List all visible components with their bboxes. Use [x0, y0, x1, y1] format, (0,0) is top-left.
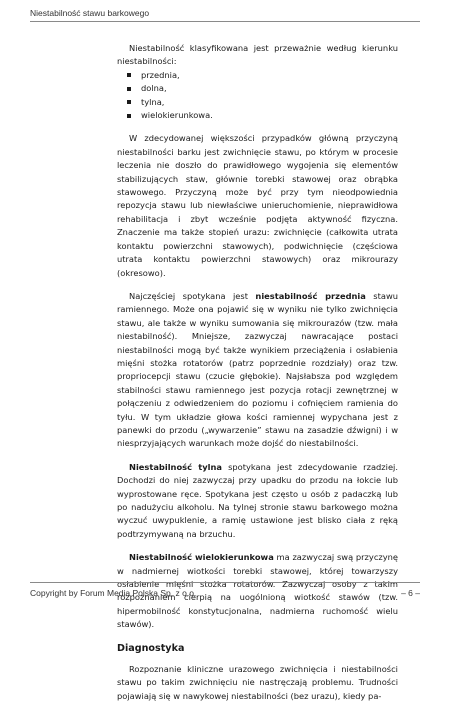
- multidirectional-instability-paragraph: Niestabilność wielokierunkowa ma zazwyczaj swą przyczynę w nadmiernej wiotkości torebki stawowej, której towarzyszy osłabienie mięśni stożka rotatorów. Zazwyczaj osoby z takim rozpoznaniem cierpią na uogólnioną wiotkość stawów (tzw. hipermobilność konstytucjonalna, nadmierna ruchomość wielu stawów).: [117, 552, 399, 630]
- footer-copyright: Copyright by Forum Media Polska Sp. z o.o.: [30, 588, 197, 598]
- instability-type-list: [117, 69, 398, 123]
- anterior-term: niestabilność przednia: [255, 290, 366, 301]
- document-body: [117, 42, 398, 713]
- list-item: dolna,: [127, 82, 398, 95]
- posterior-instability-paragraph: Niestabilność tylna spotykana jest zdecydowanie rzadziej. Dochodzi do niej zazwyczaj przy upadku do przodu na łokcie lub wyprostowane ręce. Spotykana jest często u osób z padaczką lub po nadużyciu alkoholu. Na tylnej stronie stawu barkowego można wyczuć uwypuklenie, a ramię ustawione jest blisko ciała z ręką podtrzymywaną na brzuchu.: [117, 461, 398, 539]
- footer-rule: [30, 582, 420, 583]
- running-header: Niestabilność stawu barkowego: [30, 8, 150, 18]
- list-item: przednia,: [127, 69, 398, 82]
- list-item: wielokierunkowa.: [127, 109, 398, 122]
- list-item: tylna,: [127, 96, 398, 109]
- anterior-instability-paragraph: Najczęściej spotykana jest niestabilność przednia stawu ramiennego. Może ona pojawić się w wyniku nie tylko zwichnięcia stawu, ale także w wyniku sumowania się mikrourazów (tzw. mała niestabilność). Mniejsze, zazwyczaj nawracające postaci niestabilności mogą być także wynikiem przeciążenia i osłabienia mięśni stożka rotatorów (patrz poprzednie rozdziały) oraz tzw. propriocepcji stawu (czucie głębokie). Najsłabsza pod względem stabilności stawu ramiennego jest pozycja rotacji zewnętrznej w połączeniu z odwiedzeniem do poziomu i cofnięciem ramienia do tyłu. W tym układzie głowa kości ramiennej wypychana jest z panewki do przodu („wywarzenie” stawu na zasadzie dźwigni) i w niesprzyjających warunkach może dojść do niestabilności.: [117, 290, 398, 449]
- header-rule: [30, 21, 420, 22]
- page-number: – 6 –: [401, 588, 420, 598]
- causes-paragraph: W zdecydowanej większości przypadków główną przyczyną niestabilności barku jest zwichnięcie stawu, po którym w procesie leczenia nie doszło do prawidłowego wygojenia się elementów stabilizujących staw, głównie torebki stawowej oraz obrąbka stawowego. Przyczyną może być przy tym nieodpowiednia repozycja stawu lub niewłaściwe unieruchomienie, nieprawidłowa rehabilitacja i zbyt wcześnie podjęta aktywność fizyczna. Znaczenie ma także stopień urazu: zwichnięcie (całkowita utrata kontaktu powierzchni stawowych), podwichnięcie (częściowa utrata kontaktu powierzchni stawowych) oraz mikrourazy (okresowo).: [117, 133, 398, 278]
- multidirectional-term: Niestabilność wielokierunkowa: [129, 552, 274, 563]
- intro-paragraph: Niestabilność klasyfikowana jest przeważnie według kierunku niestabilności:: [117, 43, 398, 67]
- section-heading: Diagnostyka: [117, 642, 185, 654]
- posterior-term: Niestabilność tylna: [129, 461, 223, 472]
- diagnosis-paragraph: Rozpoznanie kliniczne urazowego zwichnięcia i niestabilności stawu po takim zwichnięciu nie nastręczają problemu. Trudności pojawiają się w nawykowej niestabilności (bez urazu), kiedy pa-: [117, 664, 398, 701]
